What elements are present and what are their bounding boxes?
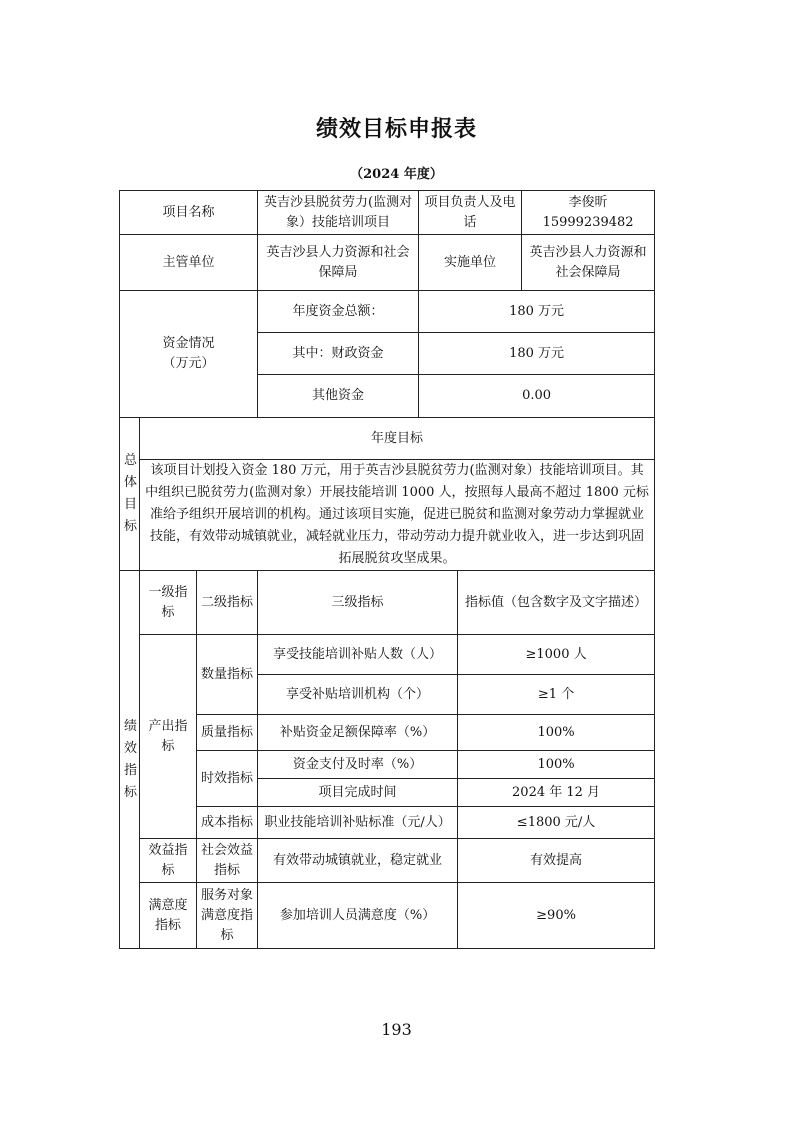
satisfaction-indicator-label: 满意度指标 (140, 883, 197, 949)
funds-other-value: 0.00 (419, 375, 655, 418)
leader-label: 项目负责人及电话 (419, 191, 522, 235)
funds-label-text: 资金情况 (162, 336, 215, 351)
quality-indicator-label: 质量指标 (197, 715, 258, 751)
page-number: 193 (381, 1020, 412, 1039)
funds-total-value: 180 万元 (419, 291, 655, 333)
t2-name: 项目完成时间 (258, 779, 458, 807)
goal-side-label: 总体目标 (120, 418, 140, 571)
dept-value: 英吉沙县人力资源和社会保障局 (258, 235, 419, 291)
funds-fiscal-value: 180 万元 (419, 333, 655, 375)
social-value: 有效提高 (458, 839, 655, 883)
t1-value: 100% (458, 751, 655, 779)
indicator-side-label: 绩效指标 (120, 571, 140, 949)
document-year: （2024 年度） (350, 167, 443, 182)
quantity-indicator-label: 数量指标 (197, 635, 258, 715)
satisfaction-name: 参加培训人员满意度（%） (258, 883, 458, 949)
col-header-level3: 三级指标 (258, 571, 458, 635)
cost-indicator-label: 成本指标 (197, 807, 258, 839)
social-indicator-label: 社会效益指标 (197, 839, 258, 883)
q1-name: 享受技能培训补贴人数（人） (258, 635, 458, 675)
leader-value: 李俊昕 15999239482 (522, 191, 655, 235)
time-indicator-label: 时效指标 (197, 751, 258, 807)
performance-target-table (119, 190, 655, 949)
t2-value: 2024 年 12 月 (458, 779, 655, 807)
funds-label (120, 291, 258, 418)
project-name-label: 项目名称 (120, 191, 258, 235)
q1-value: ≥1000 人 (458, 635, 655, 675)
dept-label: 主管单位 (120, 235, 258, 291)
document-title: 绩效目标申报表 (315, 117, 477, 142)
col-header-level2: 二级指标 (197, 571, 258, 635)
goal-header: 年度目标 (140, 418, 655, 460)
impl-label: 实施单位 (419, 235, 522, 291)
col-header-level1: 一级指标 (140, 571, 197, 635)
funds-fiscal-label: 其中：财政资金 (258, 333, 419, 375)
output-indicator-label: 产出指标 (140, 635, 197, 839)
service-indicator-label: 服务对象满意度指标 (197, 883, 258, 949)
cost-name: 职业技能培训补贴标准（元/人） (258, 807, 458, 839)
impl-value: 英吉沙县人力资源和社会保障局 (522, 235, 655, 291)
goal-text: 该项目计划投入资金 180 万元，用于英吉沙县脱贫劳力(监测对象）技能培训项目。其中组织已脱贫劳力(监测对象）开展技能培训 1000 人，按照每人最高不超过 1800 元标准给予组织开展培训的机构。通过该项目实施，促进已脱贫和监测对象劳动力掌握就业技能，有效带动城镇就业，减轻就业压力，带动劳动力提升就业收入，进一步达到巩固拓展脱贫攻坚成果。 (140, 460, 655, 571)
q2-value: ≥1 个 (458, 675, 655, 715)
satisfaction-value: ≥90% (458, 883, 655, 949)
cost-value: ≤1800 元/人 (458, 807, 655, 839)
benefit-indicator-label: 效益指标 (140, 839, 197, 883)
funds-total-label: 年度资金总额： (258, 291, 419, 333)
q2-name: 享受补贴培训机构（个） (258, 675, 458, 715)
t1-name: 资金支付及时率（%） (258, 751, 458, 779)
project-name-value: 英吉沙县脱贫劳力(监测对象）技能培训项目 (258, 191, 419, 235)
social-name: 有效带动城镇就业，稳定就业 (258, 839, 458, 883)
quality-value: 100% (458, 715, 655, 751)
funds-other-label: 其他资金 (258, 375, 419, 418)
quality-name: 补贴资金足额保障率（%） (258, 715, 458, 751)
col-header-value: 指标值（包含数字及文字描述） (458, 571, 655, 635)
funds-unit: （万元） (162, 356, 215, 371)
